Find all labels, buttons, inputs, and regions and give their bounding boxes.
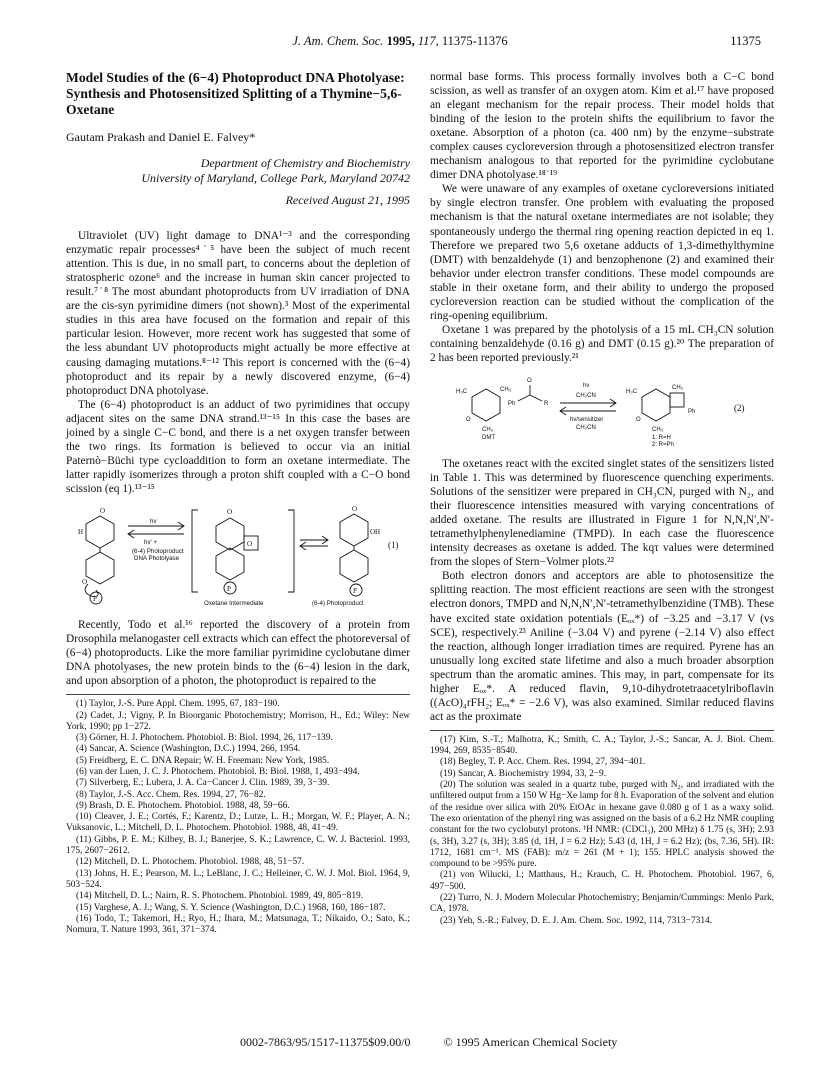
- reference: (12) Mitchell, D. L. Photochem. Photobiol. 1988, 48, 51−57.: [76, 857, 305, 868]
- ring-oxetane-bottom: [216, 548, 244, 580]
- ring-left-bottom: [86, 552, 114, 584]
- paragraph: Recently, Todo et al.¹⁶ reported the discovery of a protein from Drosophila melanogaster cell extracts which can effect the photoreversal of (6−4) photoproducts. Like the more familiar pyrimidine cyclobutane dimer DNA photolyases, the new protein binds to the (6−4) lesion in the dark, and upon absorption of a photon, the photoproduct is repaired to the: [66, 618, 410, 688]
- scheme2-solvent-bottom: CH₃CN: [576, 424, 596, 431]
- paragraph: Ultraviolet (UV) light damage to DNA¹⁻³ and the corresponding enzymatic repair processes⁴˙⁵ have been the subject of much recent attention. This is due, in no small part, to concerns about the depletion of stratospheric ozone⁶ and the increase in human skin cancer projected to result.⁷˙⁸ The most abundant photoproducts from UV irradiation of DNA are the cis-syn pyrimidine dimers (not shown).³ Most of the experimental studies in this area have focused on the formation and repair of this particular lesion. However, more recent work has suggested that some of the less abundant UV photoproducts might actually be more effective at causing damaging mutations.⁸⁻¹² This report is concerned with the (6−4) photoproduct and its repair by a newly discovered enzyme, (6−4) photoproduct DNA photolyase.: [66, 230, 410, 397]
- scheme-2-drawing: [430, 373, 774, 451]
- paragraph: We were unaware of any examples of oxetane cycloreversions initiated by single electron transfer. One problem with evaluating the proposed mechanism is that the natural oxetane intermediates are not isolable; they spontaneously undergo the thermal ring opening reaction depicted in eq 1. Therefore we prepared two 5,6 oxetane adducts of 1,3-dimethylthymine (DMT) with benzaldehyde (1) and benzophenone (2) and examined their behavior under electron transfer conditions. These model compounds are stable in their oxetane form, and their ability to undergo the proposed cycloreversion reaction can be studied without the complication of the ring-opening equilibrium.: [430, 183, 774, 322]
- scheme1-label-photoproduct: (6-4) Photoproduct: [312, 599, 364, 607]
- page-footer: [240, 1035, 700, 1050]
- svg-text:P: P: [353, 586, 357, 595]
- svg-text:CH₃: CH₃: [500, 386, 512, 393]
- reference: (23) Yeh, S.-R.; Falvey, D. E. J. Am. Chem. Soc. 1992, 114, 7313−7314.: [440, 915, 713, 926]
- svg-text:H₃C: H₃C: [626, 388, 638, 395]
- references-right: [430, 730, 774, 927]
- scheme-1-drawing: [66, 504, 410, 612]
- scheme2-sensitizer: hv/sensitizer: [570, 416, 604, 423]
- svg-text:CH₃: CH₃: [652, 426, 664, 433]
- reference: (18) Begley, T. P. Acc. Chem. Res. 1994, 27, 394−401.: [440, 757, 646, 768]
- affiliation-department: Department of Chemistry and Biochemistry: [200, 156, 410, 171]
- svg-text:Ph: Ph: [508, 400, 516, 407]
- article-title: Model Studies of the (6−4) Photoproduct DNA Photolyase: Synthesis and Photosensitized Splitting of a Thymine−5,6-Oxetane: [66, 70, 405, 117]
- svg-text:O: O: [100, 506, 106, 515]
- reference: (22) Turro, N. J. Modern Molecular Photochemistry; Benjamin/Cummings: Menlo Park, CA, 1978.: [430, 893, 774, 915]
- scheme1-hv: hv: [150, 517, 157, 525]
- svg-text:O: O: [527, 377, 532, 384]
- authors: Gautam Prakash and Daniel E. Falvey*: [66, 130, 256, 144]
- left-column: [66, 70, 410, 936]
- svg-text:O: O: [82, 577, 88, 586]
- svg-text:CH₃: CH₃: [672, 384, 684, 391]
- ring-dmt: [472, 389, 500, 421]
- article-code: 0002-7863/95/1517-11375$09.00/0: [240, 1035, 411, 1049]
- ring-oxetane-product: [642, 389, 670, 421]
- reference: (15) Varghese, A. J.; Wang, S. Y. Science (Washington, D.C.) 1968, 160, 186−187.: [76, 902, 386, 913]
- scheme2-solvent-top: CH₃CN: [576, 392, 596, 399]
- svg-text:O: O: [227, 507, 233, 516]
- scheme2-product-2: 2: R=Ph: [652, 441, 674, 448]
- reference: (13) Johns, H. E.; Pearson, M. L.; LeBlanc, J. C.; Helleiner, C. W. J. Mol. Biol. 1964, 9, 503−524.: [66, 868, 410, 890]
- scheme2-product-1: 1: R=H: [652, 434, 671, 441]
- page-number: 11375: [730, 34, 761, 48]
- svg-text:O: O: [636, 416, 641, 423]
- svg-text:P: P: [227, 584, 231, 593]
- journal-volume: 117,: [417, 34, 439, 48]
- journal-year: 1995,: [386, 34, 415, 48]
- reference: (7) Silverberg, E.; Lubera, J. A. Ca−Cancer J. Clin. 1989, 39, 3−39.: [76, 778, 330, 789]
- svg-text:H: H: [78, 527, 84, 536]
- reference: (16) Todo, T.; Takemori, H.; Ryo, H.; Ihara, M.; Matsunaga, T.; Nikaido, O.; Sato, K.; Nomura, T. Nature 1993, 361, 371−374.: [66, 913, 410, 936]
- affiliation: [66, 156, 410, 185]
- journal-name: J. Am. Chem. Soc.: [292, 34, 384, 48]
- reference: (6) van der Luen, J. C. J. Photochem. Photobiol. B: Biol. 1988, 1, 493−494.: [76, 767, 360, 777]
- reference: (17) Kim, S.-T.; Malhotra, K.; Smith, C. A.; Taylor, J.-S.; Sancar, A. J. Biol. Chem. 1994, 269, 8535−8540.: [430, 734, 774, 757]
- paragraph: The (6−4) photoproduct is an adduct of two pyrimidines that occupy adjacent sites on the same DNA strand.¹³⁻¹⁵ In this case the bases are joined by a single C−C bond, and there is a net oxygen transfer between the two rings. Its formation is believed to occur via an initial Paternò−Büchi type cycloaddition to form an oxetane intermediate. The latter rapidly isomerizes through a proton shift coupled with a C−O bond scission (eq 1).¹³⁻¹⁵: [66, 398, 410, 495]
- reference: (19) Sancar, A. Biochemistry 1994, 33, 2−9.: [440, 768, 607, 779]
- scheme1-enzyme-line1: (6-4) Photoproduct: [132, 547, 184, 555]
- svg-text:Ph: Ph: [688, 408, 696, 415]
- running-head: [200, 34, 600, 49]
- paragraph: normal base forms. This process formally involves both a C−C bond scission, as well as transfer of an oxygen atom. Kim et al.¹⁷ have proposed an elegant mechanism for the repair process. Their model holds that binding of the lesion to the protein shifts the equilibrium to favor the oxetane. Absorption of a photon (ca. 400 nm) by the enzyme−substrate complex causes cycloreversion through a photosensitized electron transfer mechanism analogous to that reported for the pyrimidine cyclobutane dimer DNA photolyase.¹⁸˙¹⁹: [430, 71, 774, 182]
- svg-text:R: R: [544, 400, 549, 407]
- svg-text:P: P: [93, 594, 97, 603]
- scheme-equation-1: [66, 504, 410, 612]
- copyright: © 1995 American Chemical Society: [443, 1035, 618, 1049]
- reference: (20) The solution was sealed in a quartz tube, purged with N₂, and irradiated with the unfiltered output from a 150 W Hg−Xe lamp for 8 h. Evaporation of the solvent and elution of the residue over silica with 20% EtOAc in hexane gave 0.080 g of 1 as a waxy solid. The exo orientation of the phenyl ring was assigned on the basis of a 6.2 Hz NMR coupling constant for the two cyclobutyl protons. ¹H NMR: (CDCl₃), 200 MHz) δ 1.75 (s, 3H); 2.93 (s, 3H), 3.27 (s, 3H); 3.85 (d, 1H, J = 6.2 Hz); 5.43 (d, 1H, J = 6.2 Hz); (bs, 7.36, 5H). IR: 1712, 1681 cm⁻¹. MS (FAB): m/z = 261 (M + 1); 155. HPLC analysis showed the compound to be >95% pure.: [430, 780, 774, 870]
- reference: (9) Brash, D. E. Photochem. Photobiol. 1988, 48, 59−66.: [76, 800, 290, 811]
- scheme2-dmt: DMT: [482, 434, 495, 441]
- scheme-equation-2: [430, 373, 774, 451]
- reference: (2) Cadet, J.; Vigny, P. In Bioorganic Photochemistry; Morrison, H., Ed.; Wiley: New York, 1990; pp 1−272.: [66, 710, 410, 732]
- right-column: [430, 70, 774, 927]
- svg-text:O: O: [466, 416, 471, 423]
- reference: (11) Gibbs, P. E. M.; Kilbey, B. J.; Banerjee, S. K.; Lawrence, C. W. J. Bacteriol. 1993, 175, 2607−2612.: [66, 834, 410, 857]
- scheme2-hv: hv: [583, 382, 590, 389]
- reference: (3) Görner, H. J. Photochem. Photobiol. B: Biol. 1994, 26, 117−139.: [76, 733, 333, 744]
- reference: (14) Mitchell, D. L.; Nairn, R. S. Photochem. Photobiol. 1989, 49, 805−819.: [76, 891, 364, 902]
- svg-text:CH₃: CH₃: [482, 426, 494, 433]
- svg-text:OH: OH: [370, 527, 381, 536]
- reference: (10) Cleaver, J. E.; Cortés, F.; Karentz, D.; Lutze, L. H.; Morgan, W. F.; Player, A. N.; Vuksanovic, L.; Mitchell, D. L. Photochem. Photobiol. 1988, 48, 41−49.: [66, 812, 410, 834]
- paragraph: Both electron donors and acceptors are able to photosensitize the splitting reaction. The most efficient reactions are seen with the strongest electron donors, TMPD and N,N,N′,N′-tetramethylbenzidine (TMB). These have excited state oxidation potentials (Eₒₓ*) of −3.25 and −3.17 V (vs SCE), respectively.²³ Aniline (−3.04 V) and pyrene (−2.14 V) also effect the reaction, although longer irradiation times are required. Pyrene has an unusually long excited state lifetime and also a much broader absorption spectrum than the aromatic amines. This may, in part, compensate for its higher Eₒₓ*. A reduced flavin, 9,10-dihydrotetraacetylriboflavin ((AcO)₄rFH₂; Eₒₓ* = −2.6 V), was also examined. Similar reduced flavins act as the proximate: [430, 570, 774, 723]
- ring-product-top: [340, 514, 368, 546]
- svg-text:O: O: [247, 539, 253, 548]
- ring-product-bottom: [340, 550, 368, 582]
- references-left: [66, 694, 410, 936]
- svg-text:H₃C: H₃C: [456, 388, 468, 395]
- equation-number-1: (1): [388, 539, 399, 550]
- ring-left-top: [86, 516, 114, 548]
- scheme1-label-oxetane: Oxetane Intermediate: [204, 599, 264, 607]
- ring-oxetane-top: [216, 518, 244, 550]
- paragraph: The oxetanes react with the excited singlet states of the sensitizers listed in Table 1. This was determined by fluorescence quenching experiments. Solutions of the sensitizer were prepared in CH₃CN, purged with N₂, and their fluorescence intensities measured with varying concentrations of added oxetane. The results are illustrated in Figure 1 for N,N,N′,N′-tetramethylphenylenediamine (TMPD). In each case the fluorescence intensity decreases as oxetane is added. The kqτ values were determined from the slopes of Stern−Volmer plots.²²: [430, 457, 774, 569]
- received-date: Received August 21, 1995: [285, 193, 410, 208]
- reference: (8) Taylor, J.-S. Acc. Chem. Res. 1994, 27, 76−82.: [76, 789, 266, 800]
- affiliation-university: University of Maryland, College Park, Maryland 20742: [141, 170, 410, 185]
- reference: (4) Sancar, A. Science (Washington, D.C.) 1994, 266, 1954.: [76, 744, 301, 755]
- reference: (5) Freidberg, E. C. DNA Repair; W. H. Freeman: New York, 1985.: [76, 755, 330, 766]
- reference: (1) Taylor, J.-S. Pure Appl. Chem. 1995, 67, 183−190.: [76, 699, 280, 710]
- reference: (21) von Wilucki, I.; Matthaus, H.; Krauch, C. H. Photochem. Photobiol. 1967, 6, 497−500.: [430, 870, 774, 892]
- scheme1-hv-prime: hv' +: [144, 538, 158, 546]
- equation-number-2: (2): [734, 402, 745, 413]
- paragraph: Oxetane 1 was prepared by the photolysis of a 15 mL CH₃CN solution containing benzaldehyde (0.16 g) and DMT (0.15 g).²⁰ The preparation of 2 has been reported previously.²¹: [430, 323, 774, 364]
- journal-pages: 11375-11376: [441, 34, 508, 48]
- scheme1-enzyme-line2: DNA Photolyase: [134, 554, 180, 562]
- svg-text:O: O: [352, 504, 358, 513]
